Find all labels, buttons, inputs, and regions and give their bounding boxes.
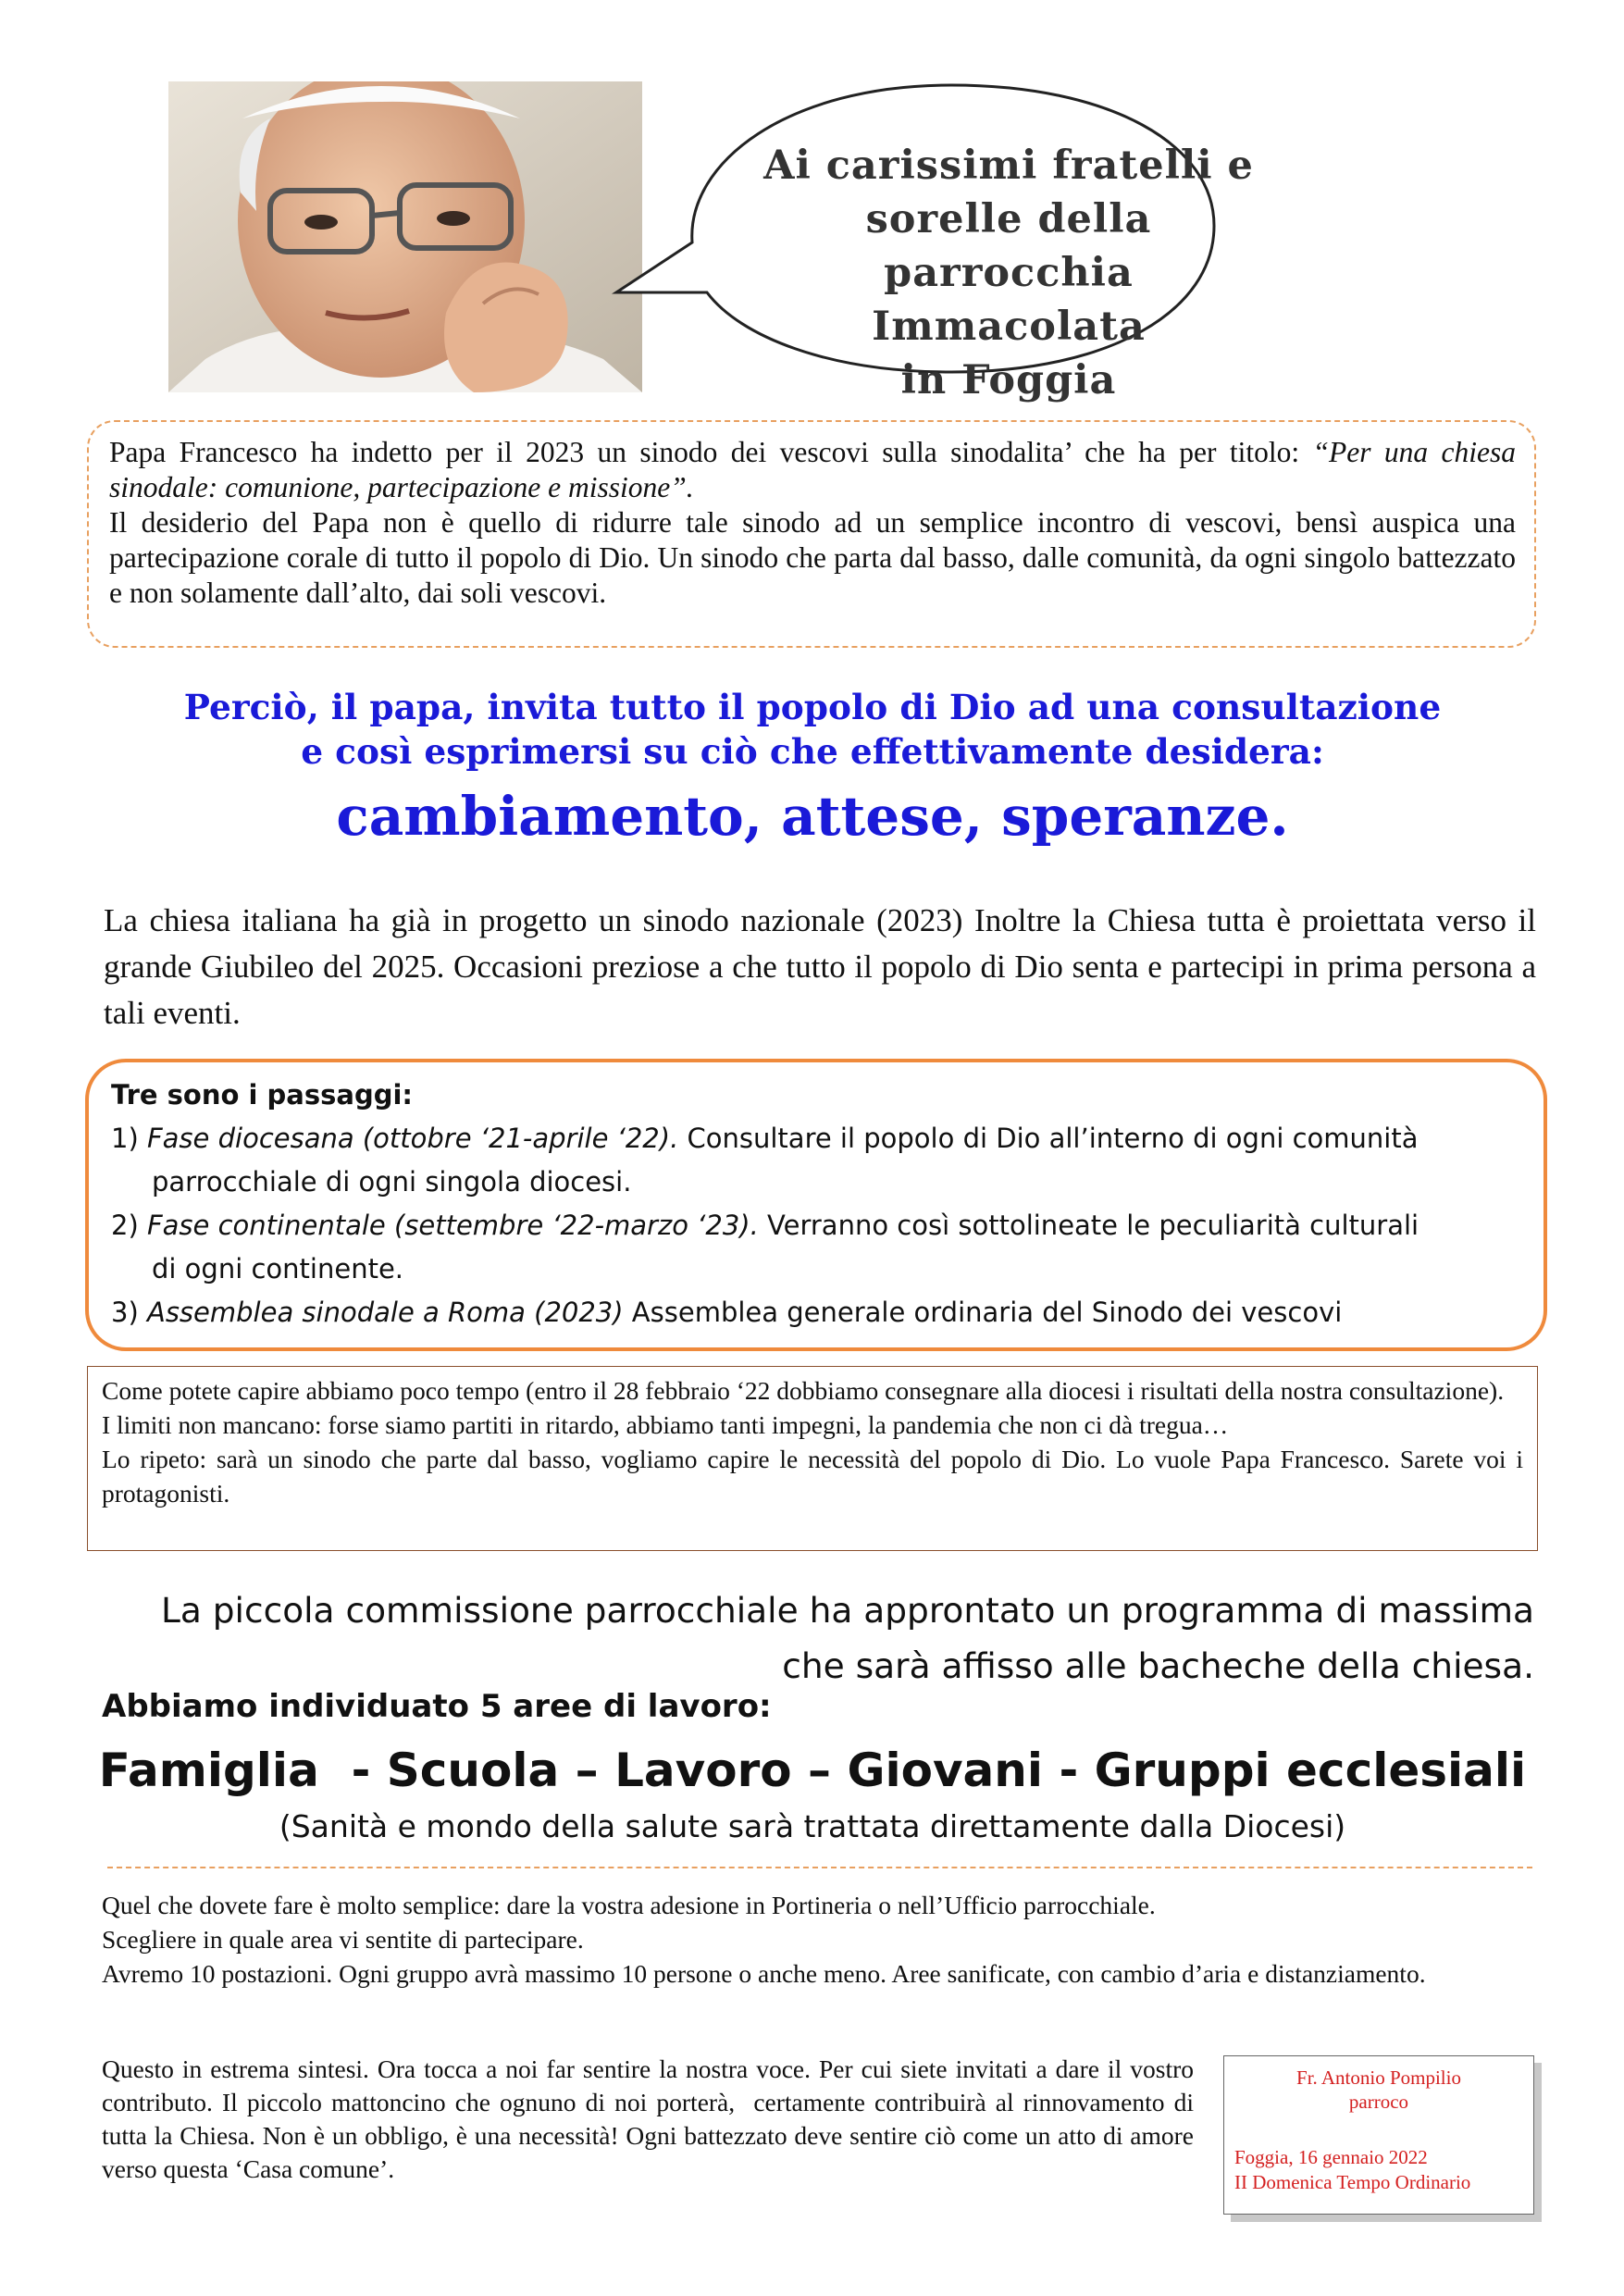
step-number: 2) [111,1210,139,1241]
instructions-line-1: Quel che dovete fare è molto semplice: dare la vostra adesione in Portineria o nell’Ufficio parrocchiale. [102,1891,1156,1919]
signature-liturgy: II Domenica Tempo Ordinario [1234,2171,1471,2193]
greeting-line: Ai carissimi fratelli e [763,143,1254,189]
limits-line-1: Come potete capire abbiamo poco tempo (entro il 28 febbraio ‘22 dobbiamo consegnare alla diocesi i risultati della nostra consultazione). [102,1376,1505,1405]
step-number: 3) [111,1297,139,1328]
invitation-line-2: e così esprimersi su ciò che effettivamente desidera: [301,731,1324,772]
signature-date: Foggia, 16 gennaio 2022 [1234,2146,1428,2168]
health-note: (Sanità e mondo della salute sarà trattata direttamente dalla Diocesi) [279,1808,1346,1844]
step-continuation: parrocchiale di ogni singola diocesi. [152,1166,632,1198]
step-item [111,1204,1536,1247]
invitation-highlight: cambiamento, attese, speranze. [336,785,1289,848]
pope-photo [168,81,642,392]
step-text: Assemblea generale ordinaria del Sinodo dei vescovi [623,1297,1343,1328]
step-title: Fase diocesana (ottobre ‘21-aprile ‘22). [146,1123,679,1154]
invitation-heading [56,685,1569,774]
greeting-line: parrocchia Immacolata [872,250,1146,350]
synod-title: “Per una chiesa sinodale: comunione, partecipazione e missione”. [109,436,1516,503]
chiesa-italiana-paragraph: La chiesa italiana ha già in progetto un sinodo nazionale (2023) Inoltre la Chiesa tutta è proiettata verso il grande Giubileo del 2025. Occasioni preziose a che tutto il popolo di Dio senta e partecipi in prima persona a tali eventi. [104,902,1536,1031]
divider [107,1867,1532,1868]
instructions-line-3: Avremo 10 postazioni. Ogni gruppo avrà massimo 10 persone o anche meno. Aree sanificate, con cambio d’aria e distanziamento. [102,1959,1426,1988]
step-title: Fase continentale (settembre ‘22-marzo ‘23). [146,1210,759,1241]
limits-line-2: I limiti non mancano: forse siamo partiti in ritardo, abbiamo tanti impegni, la pandemia che non ci dà tregua… [102,1410,1229,1439]
steps-heading: Tre sono i passaggi: [111,1079,414,1111]
intro-text-before: Papa Francesco ha indetto per il 2023 un sinodo dei vescovi sulla sinodalita’ che ha per titolo: [109,436,1313,468]
signature-date-block [1234,2145,1531,2195]
step-number: 1) [111,1123,139,1154]
limits-paragraph [102,1373,1523,1510]
intro-paragraph [109,435,1516,611]
instructions-paragraph [102,1888,1534,1991]
signature-author [1223,2066,1534,2114]
commission-line-1: La piccola commissione parrocchiale ha approntato un programma di massima [160,1590,1534,1631]
steps-list [111,1074,1536,1334]
step-title: Assemblea sinodale a Roma (2023) [146,1297,624,1328]
step-text: Consultare il popolo di Dio all’interno di ogni comunità [678,1123,1419,1154]
greeting-text [740,139,1277,407]
step-text: Verranno così sottolineate le peculiarità culturali [758,1210,1419,1241]
step-continuation: di ogni continente. [152,1253,404,1285]
work-areas: Famiglia - Scuola – Lavoro – Giovani - Gruppi ecclesiali [98,1744,1527,1797]
greeting-line: in Foggia [900,357,1117,403]
areas-heading: Abbiamo individuato 5 aree di lavoro: [102,1688,772,1725]
limits-line-3: Lo ripeto: sarà un sinodo che parte dal basso, vogliamo capire le necessità del popolo di Dio. Lo vuole Papa Francesco. Sarete voi i protagonisti. [102,1445,1523,1508]
commission-line-2: che sarà affisso alle bacheche della chiesa. [782,1645,1534,1686]
step-item [111,1291,1536,1334]
invitation-line-1: Perciò, il papa, invita tutto il popolo di Dio ad una consultazione [183,687,1442,727]
step-item [111,1117,1536,1160]
commission-paragraph [102,1582,1534,1694]
signature-name: Fr. Antonio Pompilio [1296,2066,1461,2089]
intro-text-after: Il desiderio del Papa non è quello di ridurre tale sinodo ad un semplice incontro di vescovi, bensì auspica una partecipazione corale di tutto il popolo di Dio. Un sinodo che parta dal basso, dalle comunità, da ogni singolo battezzato e non solamente dall’alto, dai soli vescovi. [109,506,1516,609]
instructions-line-2: Scegliere in quale area vi sentite di partecipare. [102,1925,584,1954]
signature-role: parroco [1348,2091,1409,2113]
greeting-line: sorelle della [865,196,1152,242]
closing-paragraph: Questo in estrema sintesi. Ora tocca a noi far sentire la nostra voce. Per cui siete invitati a dare il vostro contributo. Il piccolo mattoncino che ognuno di noi porterà, certamente contribuirà al rinnovamento di tutta la Chiesa. Non è un obbligo, è una necessità! Ogni battezzato deve sentire ciò come un atto di amore verso questa ‘Casa comune’. [102,2054,1200,2183]
